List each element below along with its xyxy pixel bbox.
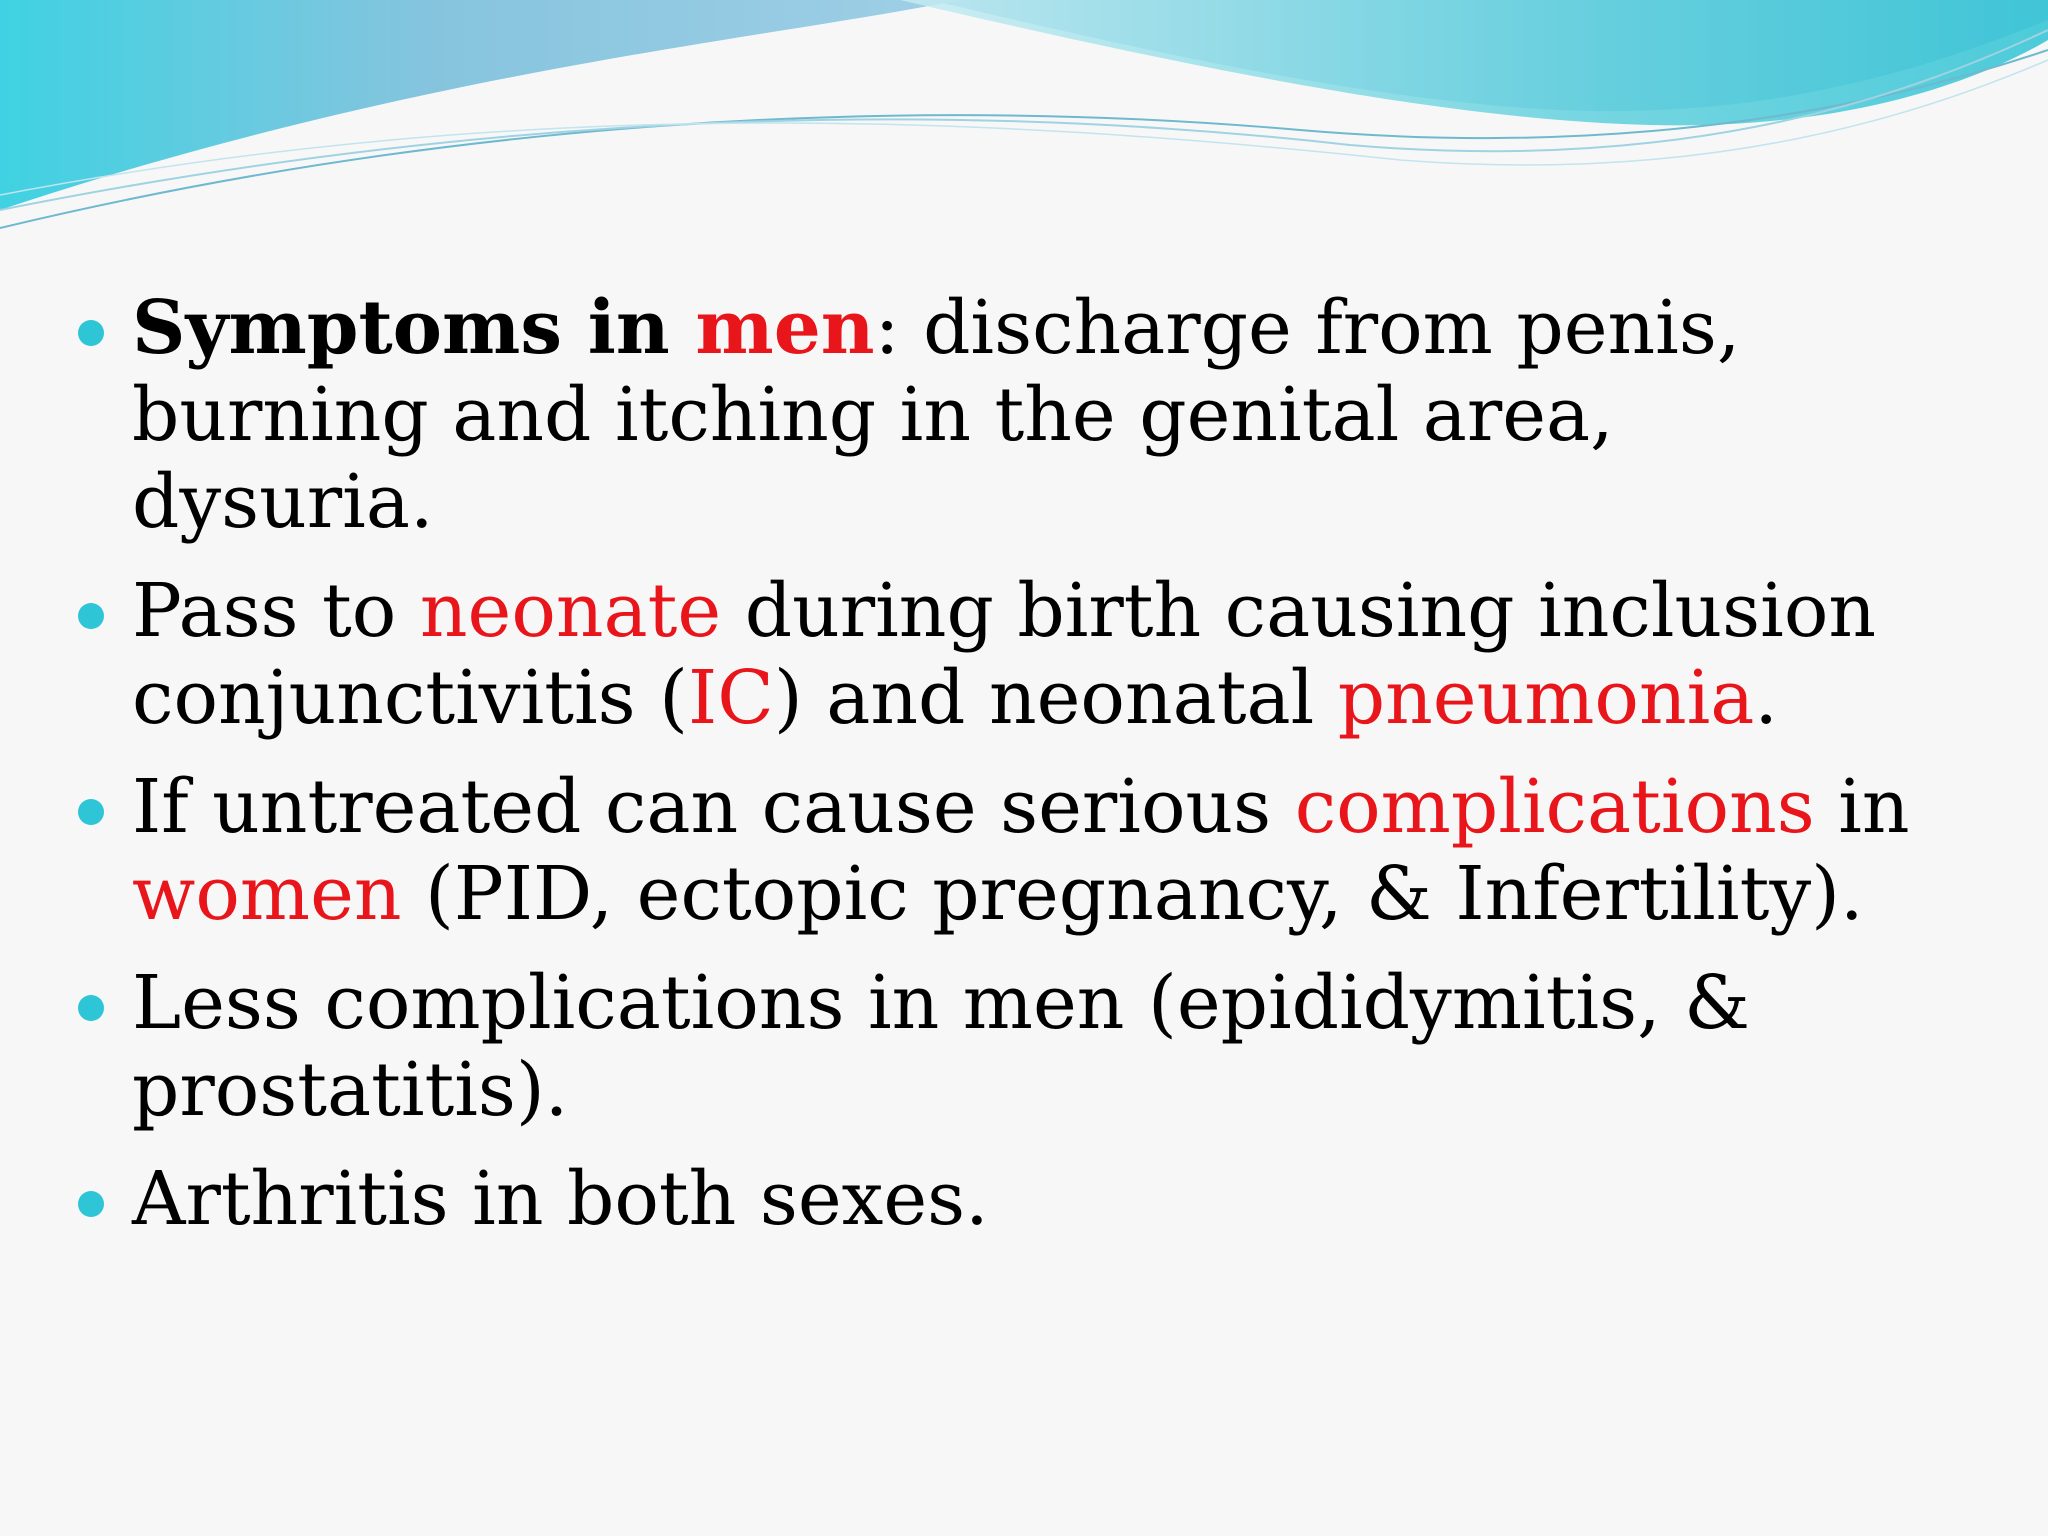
bullet-dot-icon (78, 799, 104, 825)
bullet-dot-icon (78, 603, 104, 629)
bullet-item-complications-men (70, 960, 2010, 1134)
wave-band-left (0, 0, 960, 210)
text-run: in (1814, 764, 1910, 850)
text-run: ) and neonatal (773, 655, 1338, 741)
text-run: Arthritis in both sexes. (132, 1156, 989, 1242)
text-run: prostatitis). (132, 1047, 569, 1133)
text-run: burning and itching in the genital area, (132, 372, 1614, 458)
text-run: . (1754, 655, 1778, 741)
bullet-item-neonate (70, 568, 2010, 742)
highlight-pneumonia: pneumonia (1337, 655, 1755, 741)
bullet-item-arthritis (70, 1156, 2010, 1243)
text-run: If untreated can cause serious (132, 764, 1295, 850)
bullet-dot-icon (78, 1191, 104, 1217)
highlight-neonate: neonate (419, 568, 722, 654)
highlight-complications: complications (1294, 764, 1815, 850)
bullet-dot-icon (78, 320, 104, 346)
wave-band-right (900, 0, 2048, 125)
bullet-line (132, 851, 2010, 938)
bullet-line (132, 372, 2010, 459)
bullet-line (132, 655, 2010, 742)
highlight-women: women (132, 851, 402, 937)
bullet-line (132, 568, 2010, 655)
text-run: Pass to (132, 568, 420, 654)
bullet-line (132, 960, 2010, 1047)
highlight-men: men (695, 285, 875, 371)
bullet-list (70, 285, 2010, 1265)
text-run: conjunctivitis ( (132, 655, 689, 741)
bullet-line (132, 1047, 2010, 1134)
text-run: (PID, ectopic pregnancy, & Infertility). (401, 851, 1864, 937)
text-run: Less complications in men (epididymitis, & (132, 960, 1750, 1046)
bullet-dot-icon (78, 995, 104, 1021)
bullet-line (132, 459, 2010, 546)
text-run: dysuria. (132, 459, 434, 545)
bullet-item-symptoms-men (70, 285, 2010, 546)
bullet-line (132, 285, 2010, 372)
header-wave-decoration (0, 0, 2048, 240)
text-run: during birth causing inclusion (721, 568, 1877, 654)
text-run: : discharge from penis, (874, 285, 1741, 371)
bullet-line (132, 764, 2010, 851)
bullet-line (132, 1156, 2010, 1243)
highlight-ic: IC (688, 655, 774, 741)
symptoms-heading-label: Symptoms in (132, 285, 696, 371)
bullet-item-complications-women (70, 764, 2010, 938)
